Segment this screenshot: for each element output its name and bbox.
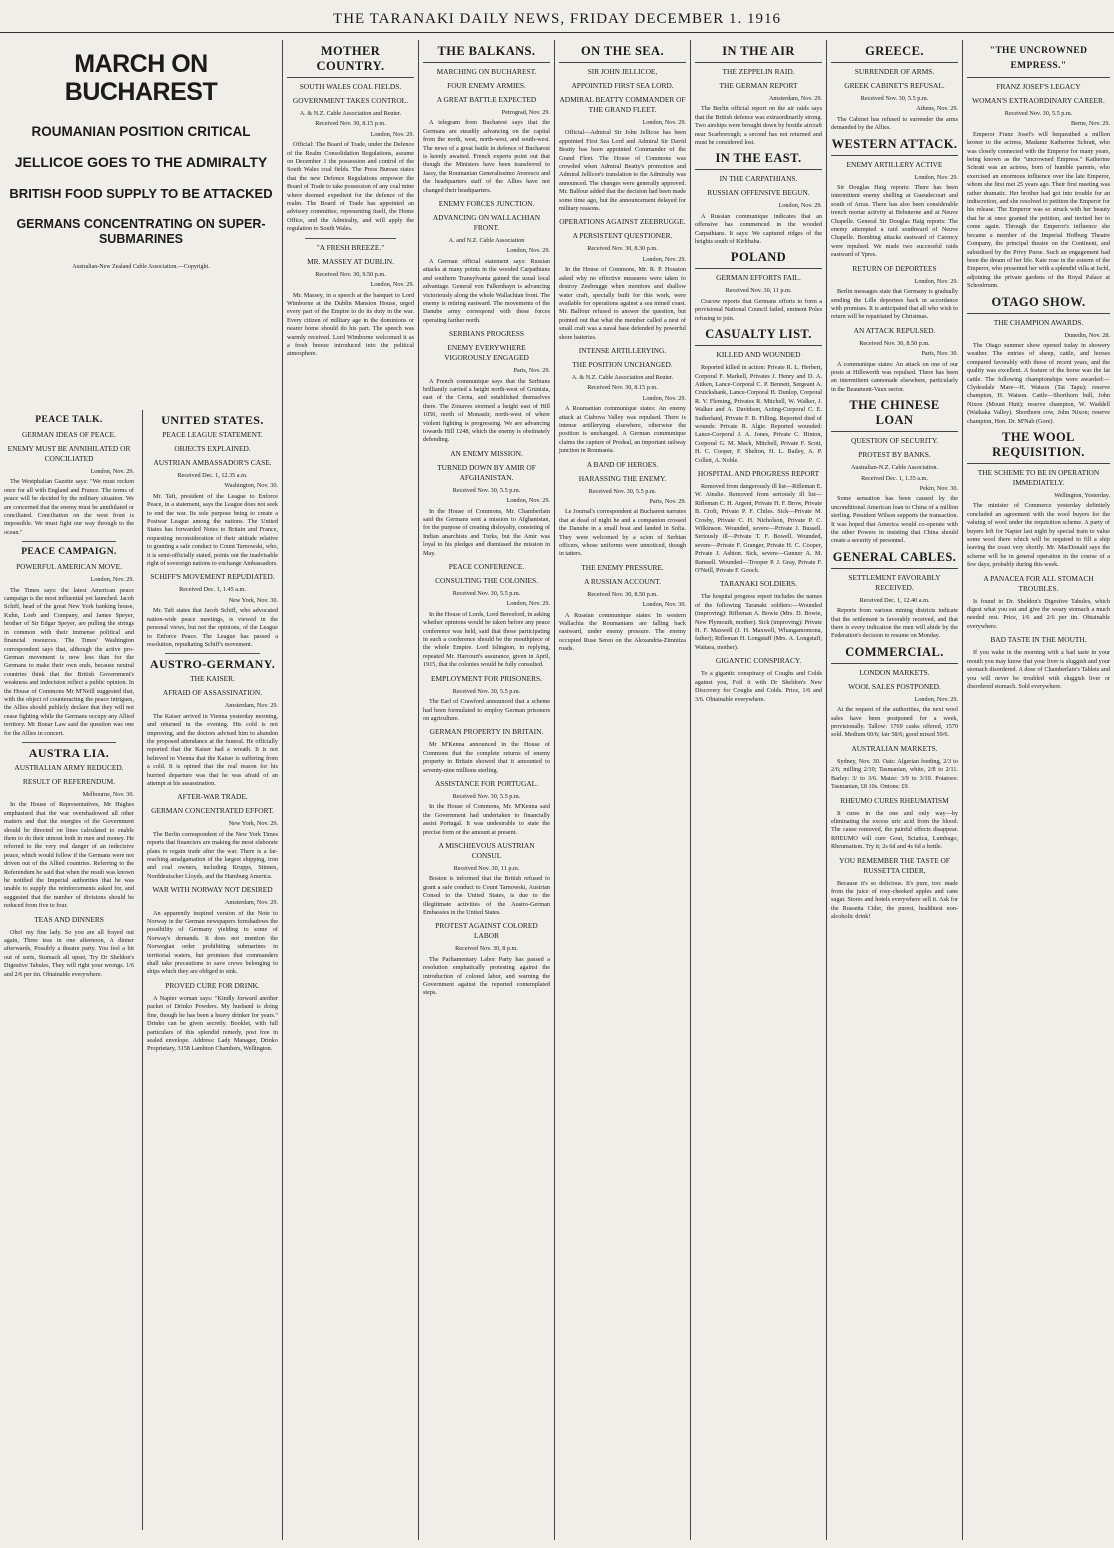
peace-talk-heading: PEACE TALK. (35, 415, 103, 425)
australia-dateline: Melbourne, Nov. 30. (82, 790, 134, 798)
beatty-dateline: London, Nov. 29. (642, 119, 686, 126)
australian-markets-body: Sydney, Nov. 30. Oats: Algerian feeding, 2/3 to 2/6; milling 2/10; Tasmanian, white, 2/8 to 2/11. Barley: 3/ to 3/6. Maize: 3/9 to 3/10. Potatoes: Tasmanian, £8 10s. Onions: £9. (831, 757, 958, 791)
kaiser-dateline: Amsterdam, Nov. 29. (224, 702, 278, 710)
east-heading: IN THE EAST. (695, 151, 822, 170)
australian-markets-subheading: AUSTRALIAN MARKETS. (851, 743, 938, 753)
empress-body: Emperor Franz Josef's will bequeathed a million kroner to the actress, Madame Katherine Schratt, who was closely connected with the Emperor for many years, being known as the "uncrowned Empress." Katherine Schratt was an actress, born of humble parents, who exercised an enormous influence over the late Emperor, whom she first met 25 years ago. Their first meeting was rather dramatic. Her brother had got into trouble for an indiscretion, and she resolved to petition the Emperor for his release. The Emperor was so struck with her beauty that he at once granted the petition, and invited her to come again. Through the Emperor's influence she became a member of the Imperial Hofburg Theatre Company, the principal theatre on the Continent, and subsidised by the Privy Purse. Such an engagement had been the dream of her life. Kate rose in the esteem of the Emperor, who presented her with a splendid villa at Ischl, adjoining the private gardens of the Royal Palace at Schonbrunn. (967, 130, 1110, 290)
carpathians-dateline: London, Nov. 29. (778, 202, 822, 210)
conference-dateline: London, Nov. 29. (506, 600, 550, 608)
wool-dateline: London, Nov. 29. (914, 695, 958, 703)
cables-subheading: SETTLEMENT FAVORABLY RECEIVED. (848, 572, 941, 592)
chinese-loan-heading: THE CHINESE LOAN (831, 398, 958, 432)
lead-headline-1: MARCH ON BUCHAREST (64, 50, 218, 106)
schiff-received: Received Dec. 1, 1.45 a.m. (179, 586, 246, 594)
drink-ad-body: A Napier woman says: "Kindly forward another packet of Drinko Powders. My husband is doing fine, though he has been a heavy drinker for years." Drinko can be given secretly. Booklet, with full particulars of this splendid remedy, post free in sealed envelope. Address: Lady Manager, Drinko Proprietary, 3158 Lambton Chambers, Wellington. (147, 994, 278, 1053)
conference-subheading: PEACE CONFERENCE. (448, 562, 525, 572)
carpathians-subheading: IN THE CARPATHIANS. (719, 174, 798, 184)
hospital-body: Removed from dangerously ill list—Rifleman E. W. Ainslie. Removed from seriously ill list—Rifleman C. H. Argent, Private H. F. Brow, Private B. Croft, Private P. F. Chiles. Sick—Private M. Crosby, Private C. H. Nicholson, Private P. C. Wilkinson. Wounded, severe—Private J. Bussell. Seriously ill—Private T. F. Bowell. Wounded, severe—Private F. Granger, Private H. C. Cooper, Private J. Ashton. Sick, severe—Gunner A. M. Ramsell. Wounded—Trooper P. J. Gray, Private F. O'Neill, Private F. Gooch. (695, 482, 822, 575)
air-heading: IN THE AIR (695, 44, 822, 63)
jellicoe-subheading: SIR JOHN JELLICOE, (587, 67, 658, 76)
after-war-trade-subheading: AFTER-WAR TRADE. (177, 792, 248, 802)
air-column (690, 40, 826, 1540)
ambassador-dateline: Washington, Nov. 30. (224, 482, 278, 490)
empress-column (962, 40, 1114, 1540)
peace-league-subheading: PEACE LEAGUE STATEMENT. (162, 430, 263, 439)
loan-subheading: QUESTION OF SECURITY. (850, 436, 939, 446)
australia-heading: AUSTRA LIA. (28, 745, 110, 760)
artillery-dateline: London, Nov. 29. (642, 394, 686, 402)
loan-credit: Australian-N.Z. Cable Association. (850, 464, 939, 472)
greece-heading: GREECE. (831, 44, 958, 63)
zeppelin-body: The Berlin official report on the air raids says that the British defence was extraordinarily strong. Two airships were brought down by hostile aircraft near Scarborough; a second has not returned and must be considered lost. (695, 105, 822, 147)
zeebrugge-subheading-2: A PERSISTENT QUESTIONER. (572, 231, 673, 241)
greece-column (826, 40, 962, 1540)
requisition-dateline: Wellington, Yesterday. (1054, 492, 1110, 499)
taranaki-subheading: TARANAKI SOLDIERS. (719, 579, 797, 589)
conspiracy-ad-body: To a gigantic conspiracy of Coughs and Colds against you, Foil it with Dr Sheldon's New Discovery for Coughs and Colds. Price, 1/6 and 3/6. Obtainable everywhere. (695, 670, 822, 703)
breeze-body: Mr. Massey, in a speech at the banquet to Lord Wimborne at the Dublin Mansion House, urged every part of the Empire to do its duty in the war. Every citizen of military age in the dominions or nearer home should do his part. The speech was warmly received. Lord Wimborne welcomed it as a fresh breeze introduced into the political atmosphere. (287, 291, 414, 358)
coal-received: Received Nov. 30, 8.15 p.m. (315, 120, 386, 128)
mission-dateline: London, Nov. 29. (506, 497, 550, 505)
london-markets-subheading: LONDON MARKETS. (859, 667, 930, 677)
requisition-body: The minister of Commerce yesterday definitely concluded an agreement with the wool buyers for the valuing of wool under the requisition scheme. A party of buyers left for Napier last night by special train to value some wool there which will be required to fill a ship leaving the coast very shortly. Mr. MacDonald says the scheme will be in general operation in the course of a few days; probably during this week. (967, 502, 1110, 569)
lead-headline-2: ROUMANIAN POSITION CRITICAL (31, 124, 251, 139)
schiff-subheading: SCHIFF'S MOVEMENT REPUDIATED. (150, 572, 275, 582)
zeppelin-subheading-2: THE GERMAN REPORT (719, 81, 798, 90)
balkans-heading: THE BALKANS. (423, 44, 550, 63)
lead-headline-5: GERMANS CONCENTRATING ON SUPER-SUBMARINES (16, 217, 266, 246)
heroes-body: Le Journal's correspondent at Bucharest narrates that at dead of night he and a companion crossed the Danube in a small boat and landed in Sofia. They were welcomed by a scion of Serbian officers, whose uniforms were unnoticed, though in tatters. (559, 508, 686, 558)
sea-column (554, 40, 690, 1540)
cables-received: Received Dec. 1, 12.40 a.m. (859, 596, 930, 604)
mission-body: In the House of Commons, Mr. Chamberlain said the Germans sent a mission to Afghanistan, for the purpose of creating disloyalty, consisting of Indian anarchists and Turks, but the Amir was loyal to his pledges and dismissed the mission in May. (423, 507, 550, 557)
coal-credit: A. & N.Z. Cable Association and Reuter. (299, 110, 402, 117)
divider (305, 238, 396, 239)
trade-dateline: New York, Nov. 29. (228, 820, 278, 828)
repulsed-dateline: Paris, Nov. 30. (921, 350, 958, 358)
empress-received: Received Nov. 30, 5.5 p.m. (1004, 110, 1073, 117)
casualty-body: Reported killed in action: Private R. L. Herbert, Corporal F. Markell, Privates J. Henry and D. A. Aitken, Lance-Corporal C. P. Bennett, Sergeant A. Cruickshank, Lance-Corporal H. Dunlop, Corporal R. V. Fleming, Privates R. Mitchell, W. Walker, J. Walker and A. Davidson, Acting-Corporal C. E. Sutherland, Private F. B. Filling. Reported died of wounds: Private R. Algie. Reported wounded: Lance-Corporal J. A. Jones, Private C. Hinton, Corporal G. M. Mack, Mitchell, Private F. Scott, H. C. Cooper, F. Shelton, H. L. Bailey, A. P. Collett, A. Noble. (695, 364, 822, 464)
conference-body: In the House of Lords, Lord Beresford, in asking whether opinions would be taken before any peace conference was held, said that those participating in such a conference should be the mouthpiece of the whole Empire. Lord Islington, in replying, repeated Mr. Harcourt's assurance, given in April, 1915, that the colonies would be fully consulted. (423, 610, 550, 669)
portugal-subheading: ASSISTANCE FOR PORTUGAL. (434, 778, 539, 788)
commercial-heading: COMMERCIAL. (831, 645, 958, 664)
mission-subheading: AN ENEMY MISSION. (450, 448, 523, 458)
objects-subheading: OBJECTS EXPLAINED. (174, 444, 251, 453)
sea-heading: ON THE SEA. (559, 44, 686, 63)
serbians-subheading-2: ENEMY EVERYWHERE VIGOROUSLY ENGAGED (444, 343, 529, 363)
peace-campaign-subheading: POWERFUL AMERICAN MOVE. (16, 562, 122, 572)
repulsed-body: A communique states: An attack on one of our posts at Hillsworth was repulsed. There has been an intermittent cannonade elsewhere, particularly in the Beaumont-Vaux sector. (831, 360, 958, 393)
breeze-subheading-2: MR. MASSEY AT DUBLIN. (307, 256, 394, 266)
western-body: Sir Douglas Haig reports: There has been intermittent enemy shelling at Gueudecourt and south of Arras. There has also been considerable trench mortar activity at Hebuterne and at Neuve Chapelle. General Sir Douglas Haig reports: The enemy attempted a raid southward of Neuve Chapelle. Bombing attacks eastward of Carency were repulsed. We made two successful raids eastward of Ypres. (831, 184, 958, 259)
peace-campaign-body: The Times says: the latest American peace campaign is the most influential yet launched. Jacob Schiff, head of the great New York banking house, Kuhn, Loeb and Company, and James Speyer, brother of Sir Edgar Speyer, are pulling the strings in common with their immense political and financial resources. The Times' Washington correspondent says that, although the active pro-German movement is now less than for the Germans to make their own ends, because neutral countries think that the British Government's weakness and indecision reflect a public opinion. In the House of Commons Mr M'Neill suggested that, with the object of counteracting the peace intrigues, the Allies should publicly declare that they will not cease fighting while the Germans occupy any Allied territory. Mr Bonar Law said the question was one for the Allies in concert. (4, 586, 134, 737)
zeppelin-subheading: THE ZEPPELIN RAID. (722, 67, 795, 76)
cables-body: Reports from various mining districts indicate that the settlement is favorably received, and that there is every indication the men will abide by the Federation's decision to resume on Monday. (831, 607, 958, 640)
ambassador-subheading: AUSTRIAN AMBASSADOR'S CASE. (153, 458, 272, 467)
lead-headline-4: BRITISH FOOD SUPPLY TO BE ATTACKED (9, 186, 273, 201)
teas-ad-heading: TEAS AND DINNERS (34, 914, 104, 924)
peace-body: The Westphalian Gazette says: "We must reckon once for all with England and France. The terms of peace will be decided by the military situation. We are concerned that the enemy must be annihilated or conciliated. Conciliation on the west front is impossible. We must fight our way through to the ocean." (4, 478, 134, 536)
kaiser-body: The Kaiser arrived in Vienna yesterday morning, and returned in the evening. His cold is not improving, and the doctors advised him to abandon the proposed attendance at the funeral. He officially reported that the Kaiser had a wreath. It is not believed in Vienna that the Kaiser is suffering from a cold. It is opined that the real reason for his hurried departure was that he was afraid of an attempt at his assassination. (147, 712, 278, 787)
heroes-subheading-2: HARASSING THE ENEMY. (578, 473, 667, 483)
zeebrugge-received: Received Nov. 30, 8.30 p.m. (587, 245, 658, 253)
property-body: Mr M'Kenna announced in the House of Commons that the complete returns of enemy property in Britain showed that it amounted to seventy-nine millions sterling. (423, 741, 550, 774)
lead-headline-3: JELLICOE GOES TO THE ADMIRALTY (14, 154, 268, 170)
schiff-body: Mr. Taft states that Jacob Schiff, who advocated nation-wide peace meetings, is viewed in the personal views, but not the opinions, of the League to Enforce Peace. The League has passed a resolution, repudiating Schiff's movement. (147, 607, 278, 648)
panacea-ad-body: Is found in Dr. Sheldon's Digestive Tabules, which digest what you eat and give the weary stomach a much needed rest. Price, 1/6 and 2/6 per tin. Obtainable everywhere. (967, 597, 1110, 630)
ambassador-received: Received Dec. 1, 12.35 a.m. (177, 472, 248, 479)
peace-subheading: GERMAN IDEAS OF PEACE. (21, 430, 117, 439)
divider (165, 653, 260, 654)
enemy-junction-subheading: ENEMY FORCES JUNCTION. (438, 199, 535, 209)
coal-subheading: SOUTH WALES COAL FIELDS. (299, 82, 402, 91)
beatty-subheading: ADMIRAL BEATTY COMMANDER OF THE GRAND FLEET. (559, 95, 686, 114)
portugal-body: In the House of Commons, Mr. M'Kenna said the Government had undertaken to financially assist Portugal. It was undesirable to state the precise form or the amount at present. (423, 803, 550, 836)
pressure-subheading-2: A RUSSIAN ACCOUNT. (584, 576, 661, 586)
serbians-dateline: Paris, Nov. 29. (513, 367, 550, 375)
western-attack-heading: WESTERN ATTACK. (831, 137, 958, 156)
poland-received: Received Nov. 30, 11 p.m. (725, 287, 792, 295)
loan-subheading-2: PROTEST BY BANKS. (858, 450, 931, 460)
lead-column (0, 40, 282, 1540)
consul-received: Received Nov. 30, 11 p.m. (453, 864, 520, 872)
australia-body: In the House of Representatives, Mr Hughes emphasised that the war overshadowed all other matters and that the energies of the Government should be directed on lines calculated to enable them to do their utmost both in men and money. He referred to the very real danger of an indecisive peace, which would follow if the Germans were not driven out of the Allied countries. Referring to the Referendum he said that when the result was known he notified the Imperial authorities that he was unable to supply the reinforcements asked for, and suggested that the number of divisions should be reduced from five to four. (4, 801, 134, 910)
general-cables-heading: GENERAL CABLES. (831, 550, 958, 569)
balkans-column (418, 40, 554, 1540)
repulsed-subheading: AN ATTACK REPULSED. (853, 325, 936, 335)
united-states-heading: UNITED STATES. (161, 413, 264, 427)
artillery-subheading-2: THE POSITION UNCHANGED. (572, 359, 673, 369)
battle-subheading: A GREAT BATTLE EXPECTED (436, 95, 537, 104)
march-subheading: MARCHING ON BUCHAREST. (436, 67, 537, 76)
bad-taste-ad-body: If you wake in the morning with a bad taste in your mouth you may know that your liver is sluggish and your stomach disordered. A dose of Chamberlain's Tablets and you will never be troubled with sluggish liver or disordered stomach. Sold everywhere. (967, 649, 1110, 690)
rheumo-ad-heading: RHEUMO CURES RHEUMATISM (840, 795, 949, 805)
labor-received: Received Nov. 30, 8 p.m. (455, 945, 518, 953)
otago-dateline: Dunedin, Nov. 28. (1064, 331, 1110, 339)
labor-subheading: PROTEST AGAINST COLORED LABOR (435, 921, 538, 941)
peace-dateline: London, Nov. 29. (90, 468, 134, 475)
breeze-received: Received Nov. 30, 9.50 p.m. (315, 270, 386, 278)
panacea-ad-heading: A PANACEA FOR ALL STOMACH TROUBLES. (983, 573, 1094, 593)
breeze-dateline: London, Nov. 29. (370, 281, 414, 289)
zeebrugge-body: In the House of Commons, Mr. R. P. Houston asked why no effective measures were taken to destroy Zeebrugge when monitors and shallow water craft, specially built for this work, were available for operations against a sea mined coast. Mr. Balfour refused to answer the question, but pointed out that what the member called a nest of small craft was a naval base defended by powerful shore batteries. (559, 266, 686, 341)
lead-subcolumn-left (4, 410, 134, 983)
coal-body: Official: The Board of Trade, under the Defence of the Realm Consolidation Regulations, assume on December 1 the possession and control of the South Wales coal fields. The Press Bureau states that the new Defence Regulations empower the Board of Trade to take possession of any coal mine where deemed expedient for the defence of the realm. The Board of Trade has appointed an advisory committee, representing itself, the Home Office, and the Admiralty, and will apply the regulation to South Wales. (287, 141, 414, 233)
greece-dateline: Athens, Nov. 29. (916, 105, 958, 113)
trade-body: The Berlin correspondent of the New York Times reports that financiers are making the most elaborate plans to regain trade after the war. There is a far-reaching amalgamation of the largest shipping, iron and coal owners, including Krupps, Stinnes, Norddeutscher Lloyds, and the Hamburg America. (147, 830, 278, 880)
prisoners-body: The Earl of Crawford announced that a scheme had been formulated to employ German prisoners on agriculture. (423, 698, 550, 722)
western-subheading: ENEMY ARTILLERY ACTIVE (846, 159, 943, 169)
poland-subheading: GERMAN EFFORTS FAIL. (716, 273, 801, 283)
columns (0, 40, 1114, 1540)
battle-dateline: Petrograd, Nov. 29. (501, 109, 550, 116)
carpathians-subheading-2: RUSSIAN OFFENSIVE BEGUN. (707, 188, 810, 198)
peace-subheading-2: ENEMY MUST BE ANNIHILATED OR CONCILIATED (7, 444, 131, 463)
requisition-subheading: THE SCHEME TO BE IN OPERATION IMMEDIATELY. (977, 468, 1100, 487)
casualty-heading: CASUALTY LIST. (695, 327, 822, 346)
serbians-body: A French communique says that the Serbians brilliantly carried a height north-west of Grunista, east of the Cerna, and established themselves there. The Zouaves stormed a height east of Hill 1050, north of Monastir, north-west of where violent fighting is progressing. We are advancing towards Hill 1248, which the enemy is obstinately defending. (423, 377, 550, 444)
artillery-subheading: INTENSE ARTILLERYING. (578, 345, 667, 355)
mother-country-heading: MOTHER COUNTRY. (287, 44, 414, 78)
arms-subheading: SURRENDER OF ARMS. (854, 67, 935, 76)
enemy-credit: A. and N.Z. Cable Association (448, 237, 525, 245)
heroes-received: Received Nov. 30, 5.5 p.m. (588, 487, 657, 495)
mission-subheading-2: TURNED DOWN BY AMIR OF AFGHANISTAN. (437, 462, 536, 482)
trade-subheading-2: GERMAN CONCENTRATED EFFORT. (151, 806, 274, 816)
artillery-credit: A. & N.Z. Cable Association and Reuter. (571, 373, 674, 381)
coal-dateline: London, Nov. 29. (370, 130, 414, 138)
loan-received: Received Dec. 1, 1.35 a.m. (861, 474, 928, 482)
otago-heading: OTAGO SHOW. (967, 295, 1110, 314)
beatty-body: Official—Admiral Sir John Jellicoe has been appointed First Sea Lord and Admiral Sir David Beatty has been appointed Commander of the Grand Fleet. The House of Commons was crowded when Admiral Beatty's promotion and Admiral Jellicoe's translation to the Admiralty was announced. The changes were generally approved. Mr. Balfour added that the decision had been made some time ago, but the announcement delayed for military reasons. (559, 129, 686, 213)
cider-ad-body: Because it's so delicious. It's pure, too: made from the juice of rosy-cheeked apples and cane sugar. Stores and hotels everywhere sell it. Ask for the Russetta Cider, the purest, healthiest non-alcoholic drink! (831, 879, 958, 921)
consul-body: Boston is informed that the British refused to grant a safe conduct to Count Tarnowski, Austrian Consul to the United States, is due to the illegitimate activities of the Austro-German Embassies in the United States. (423, 875, 550, 916)
mother-country-column (282, 40, 418, 1540)
casualty-subheading: KILLED AND WOUNDED (716, 350, 801, 360)
cider-ad-heading: YOU REMEMBER THE TASTE OF RUSSETTA CIDER, (839, 855, 950, 875)
masthead: THE TARANAKI DAILY NEWS, FRIDAY DECEMBER 1. 1916 (0, 6, 1114, 33)
teas-ad-body: Oho! my fine lady. So you are all frayed out again, Three teas in one afternoon, A dinner afterwards, Possibly a theatre party. You feel a bit out of sorts, Stomach all upset, Try Dr Sheldon's Digestive Tabules, They will right your wrongs. 1/6 and 2/6 per tin. Obtainable everywhere. (4, 928, 134, 978)
refusal-subheading: GREEK CABINET'S REFUSAL. (844, 81, 945, 90)
pressure-subheading: THE ENEMY PRESSURE. (581, 562, 664, 572)
divider (22, 742, 116, 743)
norway-subheading: WAR WITH NORWAY NOT DESIRED (152, 885, 273, 895)
drink-ad-heading: PROVED CURE FOR DRINK. (165, 980, 260, 990)
heroes-subheading: A BAND OF HEROES. (586, 459, 659, 469)
conference-received: Received Nov. 30, 5.5 p.m. (452, 590, 521, 598)
zeppelin-dateline: Amsterdam, Nov. 29. (768, 95, 822, 102)
deportees-subheading: RETURN OF DEPORTEES (852, 263, 937, 273)
taranaki-body: The hospital progress report includes the names of the following Taranaki soldiers:—Wounded (improving): Rifleman A. Bowie (Mrs. D. Bowie, New Plymouth, mother). Sick (improving): Private H. F. Maxwell (J. H. Maxwell, Whangamomona, father); Rifleman H. Longstaff (Mrs. A. Longstaff, Waitara, mother). (695, 593, 822, 651)
bad-taste-ad-heading: BAD TASTE IN THE MOUTH. (990, 635, 1087, 645)
wool-body: At the request of the authorities, the next wool sales have been postponed for a week, provisionally. Tallow: 1769 casks offered, 1570 sold. Medium 60/6; fair 58/6; good mixed 59/6. (831, 706, 958, 739)
western-dateline: London, Nov. 29. (914, 173, 958, 181)
prisoners-received: Received Nov. 30, 5.5 p.m. (452, 687, 521, 695)
enemy-junction-subheading-2: ADVANCING ON WALLACHIAN FRONT. (432, 213, 541, 233)
enemy-body: A German official statement says: Russian attacks at many points in the wooded Carpathians and southern Transylvania gained the usual local advantage. General von Falkenhayn is advancing victoriously along the whole Wallachian front. The enemy is retiring eastward. The movements of the Danube army correspond with these forces operating farther north. (423, 257, 550, 324)
heroes-dateline: Paris, Nov. 29. (649, 498, 686, 505)
zeebrugge-dateline: London, Nov. 29. (642, 255, 686, 263)
greece-received: Received Nov. 30, 5.5 p.m. (860, 95, 929, 102)
copyright-credit: Australian-New Zealand Cable Association.—Copyright. (72, 264, 210, 270)
conspiracy-ad-heading: GIGANTIC CONSPIRACY. (715, 656, 802, 666)
norway-dateline: Amsterdam, Nov. 29. (224, 899, 278, 907)
prisoners-subheading: EMPLOYMENT FOR PRISONERS. (431, 673, 542, 683)
repulsed-received: Received Nov. 30, 8.50 p.m. (859, 339, 930, 347)
legacy-subheading: FRANZ JOSEF'S LEGACY (996, 82, 1081, 91)
armies-subheading: FOUR ENEMY ARMIES. (447, 81, 526, 90)
peace-campaign-heading: PEACE CAMPAIGN. (21, 547, 117, 558)
kaiser-subheading-2: AFRAID OF ASSASSINATION. (162, 688, 263, 698)
wool-sales-subheading: WOOL SALES POSTPONED. (848, 681, 941, 691)
loan-body: Some sensation has been caused by the unconditional American loan to China of a million sterling. President Wilson supports the transaction. It was hoped that America would co-operate with the other Powers in insisting that China should create a security of personnel. (831, 495, 958, 545)
coal-subheading-2: GOVERNMENT TAKES CONTROL. (292, 96, 409, 105)
poland-body: Cracow reports that Germans efforts to form a provisional National Council failed, eminent Poles refusing to join. (695, 297, 822, 322)
artillery-body: A Roumanian communique states: An enemy attack at Ciabova Valley was repulsed. There is intense artillerying elsewhere, otherwise the position is unchanged. A German communique claims the capture of Predeal, an important railway junction in Roumania. (559, 405, 686, 455)
serbians-subheading: SERBIANS PROGRESS (449, 329, 524, 339)
pressure-body: A Russian communique states: In western Wallachia the Roumanians are falling back eastward, under enemy pressure. The enemy occupied Ruse Sereu on the Alexandria-Zimnitza roads. (559, 611, 686, 653)
otago-subheading: THE CHAMPION AWARDS. (993, 317, 1084, 327)
artillery-received: Received Nov. 30, 8.15 p.m. (587, 384, 658, 392)
jellicoe-subheading-2: APPOINTED FIRST SEA LORD. (571, 81, 674, 90)
zeebrugge-subheading: OPERATIONS AGAINST ZEEBRUGGE. (559, 217, 686, 227)
hospital-subheading: HOSPITAL AND PROGRESS REPORT (697, 468, 820, 478)
wool-requisition-heading: THE WOOL REQUISITION. (967, 430, 1110, 464)
property-subheading: GERMAN PROPERTY IN BRITAIN. (429, 727, 544, 737)
empress-dateline: Berne, Nov. 29. (1071, 120, 1110, 128)
deportees-dateline: London, Nov. 29. (914, 277, 958, 285)
otago-body: The Otago summer show opened today in showery weather. The entries of sheep, cattle, and horses compared favorably with those of recent years, and the quality was excellent. A feature of the horse was the fat cattle. The following championships were awarded:—Clydesdale Mare—H. Watson (Tai Tapu); reserve champion, H. Watson. Cattle—Shorthorn bull, John Nixon (Mount Hutt); reserve champion, W. Waddell (Waikaka Valley). Shorthorn cow, John Nixon; reserve champion, Hon. Dr. M'Nab (Gore). (967, 341, 1110, 425)
consul-subheading: A MISCHIEVOUS AUSTRIAN CONSUL (438, 840, 535, 860)
enemy-dateline: London, Nov. 29. (506, 247, 550, 255)
labor-body: The Parliamentary Labor Party has passed a resolution emphatically protesting against the introduction of colored labor, and warning the Government against the reported contemplated steps. (423, 955, 550, 997)
greece-body: The Cabinet has refused to surrender the arms demanded by the Allies. (831, 115, 958, 132)
austro-germany-heading: AUSTRO-GERMANY. (149, 657, 276, 672)
pressure-dateline: London, Nov. 30. (642, 601, 686, 609)
loan-dateline: Pekin, Nov. 30. (919, 484, 958, 492)
ambassador-body: Mr. Taft, president of the League to Enforce Peace, in a statement, says the League does not seek to end the war. Its sole purpose being to create a Postwar League among the nations. The United States has forwarded Notes to Britain and France, requesting reconsideration of their attitude relative to granting a safe conduct to Count Tarnowski, who, it is semi-officially stated, points out the inadvisable right of sovereign nations to exchange Ambassadors. (147, 492, 278, 568)
deportees-body: Berlin messages state that Germany is gradually sending the Lille deportees back in accordance with promises. It is anticipated that all who wish to return will be repatriated by Christmas. (831, 288, 958, 321)
mission-received: Received Nov. 30, 5.5 p.m. (452, 486, 521, 494)
empress-heading: "THE UNCROWNED EMPRESS." (967, 44, 1110, 78)
australia-subheading-2: RESULT OF REFERENDUM. (22, 776, 116, 786)
conference-subheading-2: CONSULTING THE COLONIES. (435, 576, 538, 586)
career-subheading: WOMAN'S EXTRAORDINARY CAREER. (972, 96, 1105, 105)
schiff-dateline: New York, Nov. 30. (228, 596, 278, 604)
kaiser-subheading: THE KAISER. (190, 674, 235, 684)
poland-heading: POLAND (695, 250, 822, 269)
rheumo-ad-body: It cures in the one and only way—by eliminating the excess uric acid from the blood. The cause removed, the painful effects disappear. RHEUMO will cure Gout, Sciatica, Lumbago, Rheumatism. Try it; 2s 6d and 4s 6d a bottle. (831, 809, 958, 851)
breeze-subheading: "A FRESH BREEZE." (316, 242, 385, 252)
carpathians-body: A Russian communique indicates that an offensive has commenced in the wooded Carpathians. It says: We captured ridges of the heights south of Kirlibaba. (695, 212, 822, 246)
australia-subheading: AUSTRALIAN ARMY REDUCED. (14, 762, 124, 772)
portugal-received: Received Nov. 30, 5.5 p.m. (452, 792, 521, 800)
norway-body: An apparently inspired version of the Note to Norway in the German newspapers foreshadows the possibility of Germany yielding to some of Norway's demands. It does not mention the Norwegian order prohibiting submarines in territorial waters, but promises that commanders shall take precautions to save crews belonging to ships which they are obliged to sink. (147, 909, 278, 976)
battle-body: A telegram from Bucharest says that the Germans are steadily advancing on the capital from the north, west, north-west, and south-west. The news of a great battle in defence of Bucharest is keenly awaited. French experts point out that though the Ministers have been transferred to Jassy, the Roumanian Generalissimo Averescu and the headquarters staff of the Allies have not changed their headquarters. (423, 119, 550, 194)
peace-campaign-dateline: London, Nov. 29. (90, 576, 134, 584)
pressure-received: Received Nov. 30, 8.50 p.m. (587, 590, 658, 598)
divider (22, 541, 116, 542)
lead-subcolumn-right (142, 410, 278, 1530)
